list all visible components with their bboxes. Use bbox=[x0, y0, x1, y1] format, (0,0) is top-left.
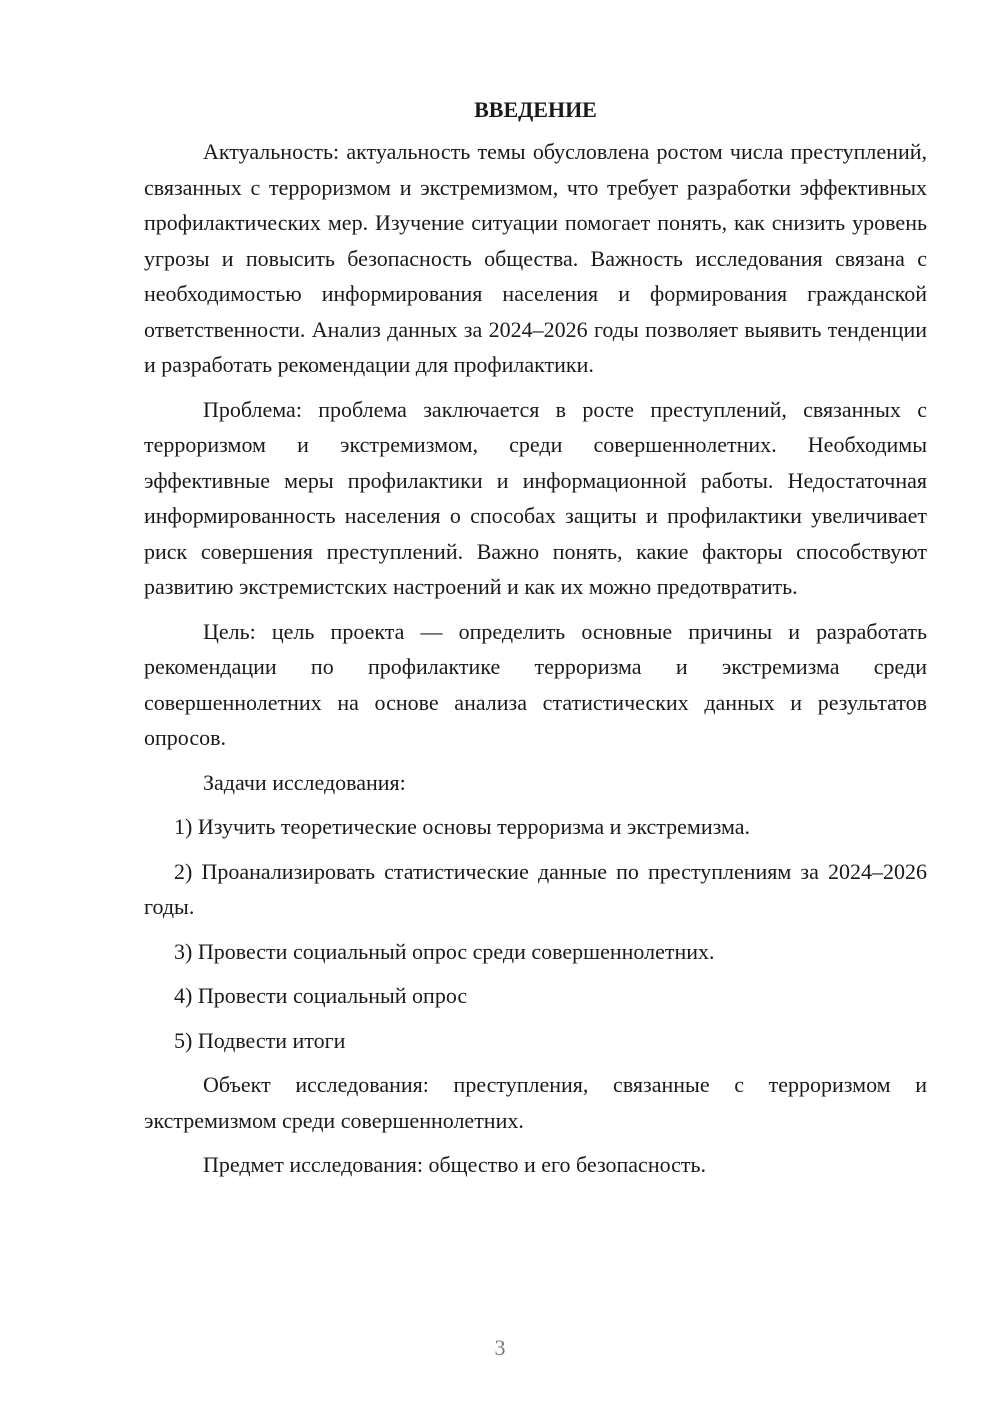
subject-paragraph: Предмет исследования: общество и его безопасность. bbox=[203, 1152, 707, 1177]
task-item: 2) Проанализировать статистические данные по преступлениям за 2024–2026 годы. bbox=[144, 858, 927, 919]
task-item: 5) Подвести итоги bbox=[174, 1027, 346, 1053]
goal-paragraph: Цель: цель проекта — определить основные причины и разработать рекомендации по профилактике терроризма и экстремизма среди совершеннолетних на основе анализа статистических данных и результатов опросов. bbox=[144, 618, 927, 750]
object-paragraph: Объект исследования: преступления, связанные с терроризмом и экстремизмом среди совершеннолетних. bbox=[144, 1072, 927, 1133]
tasks-heading: Задачи исследования: bbox=[203, 769, 406, 795]
tasks-list bbox=[144, 809, 927, 1058]
page-number: 3 bbox=[494, 1335, 506, 1360]
document-page bbox=[144, 92, 927, 1192]
problem-paragraph: Проблема: проблема заключается в росте преступлений, связанных с терроризмом и экстремизмом, среди совершеннолетних. Необходимы эффективные меры профилактики и информационной работы. Недостаточная информированность населения о способах защиты и профилактики увеличивает риск совершения преступлений. Важно понять, какие факторы способствуют развитию экстремистских настроений и как их можно предотвратить. bbox=[144, 396, 927, 599]
section-title: ВВЕДЕНИЕ bbox=[474, 97, 597, 122]
task-item: 4) Провести социальный опрос bbox=[174, 983, 468, 1008]
task-item: 1) Изучить теоретические основы терроризма и экстремизма. bbox=[174, 814, 751, 839]
task-item: 3) Провести социальный опрос среди совершеннолетних. bbox=[174, 938, 715, 964]
relevance-paragraph: Актуальность: актуальность темы обусловлена ростом числа преступлений, связанных с терроризмом и экстремизмом, что требует разработки эффективных профилактических мер. Изучение ситуации помогает понять, как снизить уровень угрозы и повысить безопасность общества. Важность исследования связана с необходимостью информирования населения и формирования гражданской ответственности. Анализ данных за 2024–2026 годы позволяет выявить тенденции и разработать рекомендации для профилактики. bbox=[144, 139, 927, 377]
